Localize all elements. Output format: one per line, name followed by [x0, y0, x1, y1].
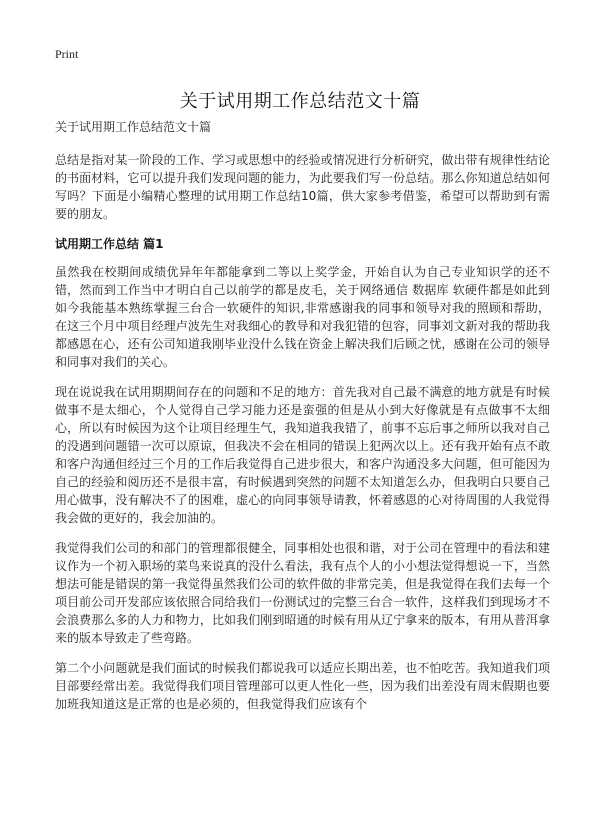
- intro-paragraph: 总结是指对某一阶段的工作、学习或思想中的经验或情况进行分析研究，做出带有规律性结论的书面材料，它可以提升我们发现问题的能力，为此要我们写一份总结。那么你知道总结如何写吗？下面是小编精心整理的试用期工作总结10篇，供大家参考借鉴，希望可以帮助到有需要的朋友。: [55, 153, 550, 221]
- print-link[interactable]: Print: [55, 47, 79, 61]
- document-subtitle: 关于试用期工作总结范文十篇: [55, 120, 212, 134]
- document-body: [55, 151, 550, 725]
- page-title: 关于试用期工作总结范文十篇: [179, 91, 421, 113]
- body-paragraph: 现在说说我在试用期期间存在的问题和不足的地方：首先我对自己最不满意的地方就是有时候做事不是太细心，个人觉得自己学习能力还是蛮强的但是从小到大好像就是有点做事不太细心，所以有时候因为这个让项目经理生气，我知道我我错了，前事不忘后事之师所以我对自己的没遇到问题错一次可以原谅，但我决不会在相同的错误上犯两次以上。还有我开始有点不敢和客户沟通但经过三个月的工作后我觉得自己进步很大，和客户沟通没多大问题，但可能因为自己的经验和阅历还不是很丰富，有时候遇到突然的问题不太知道怎么办，但我明白只要自己用心做事，没有解决不了的困难，虚心的向同事领导请教，怀着感恩的心对待周围的人我觉得我会做的更好的，我会加油的。: [55, 385, 550, 525]
- body-paragraph: 第二个小问题就是我们面试的时候我们都说我可以适应长期出差，也不怕吃苦。我知道我们项目部要经常出差。我觉得我们项目管理部可以更人性化一些，因为我们出差没有周末假期也要加班我知道这是正常的也是必须的，但我觉得我们应该有个: [55, 661, 550, 711]
- body-paragraph: 我觉得我们公司的和部门的管理都很健全，同事相处也很和谐，对于公司在管理中的看法和建议作为一个初入职场的菜鸟来说真的没什么看法，我有点个人的小小想法觉得想说一下，当然想法可能是错误的第一我觉得虽然我们公司的软件做的非常完美，但是我觉得在我们去每一个项目前公司开发部应该依照合同给我们一份测试过的完整三台合一软件，这样我们到现场才不会浪费那么多的人力和物力，比如我们刚到昭通的时候有用从辽宁拿来的版本，有用从普洱拿来的版本导致走了些弯路。: [55, 541, 550, 645]
- section-heading: 试用期工作总结 篇1: [55, 237, 164, 251]
- body-paragraph: 虽然我在校期间成绩优异年年都能拿到二等以上奖学金，开始自认为自己专业知识学的还不错，然而到工作当中才明白自己以前学的都是皮毛，关于网络通信 数据库 软硬件都是如此到如今我能基本熟练掌握三台合一软硬件的知识,非常感谢我的同事和领导对我的照顾和帮助，在这三个月中项目经理卢波先生对我细心的教导和对我犯错的包容，同事刘文新对我的帮助我都感恩在心，还有公司知道我刚毕业没什么钱在资金上解决我们后顾之忧，感谢在公司的领导和同事对我们的关心。: [55, 265, 550, 369]
